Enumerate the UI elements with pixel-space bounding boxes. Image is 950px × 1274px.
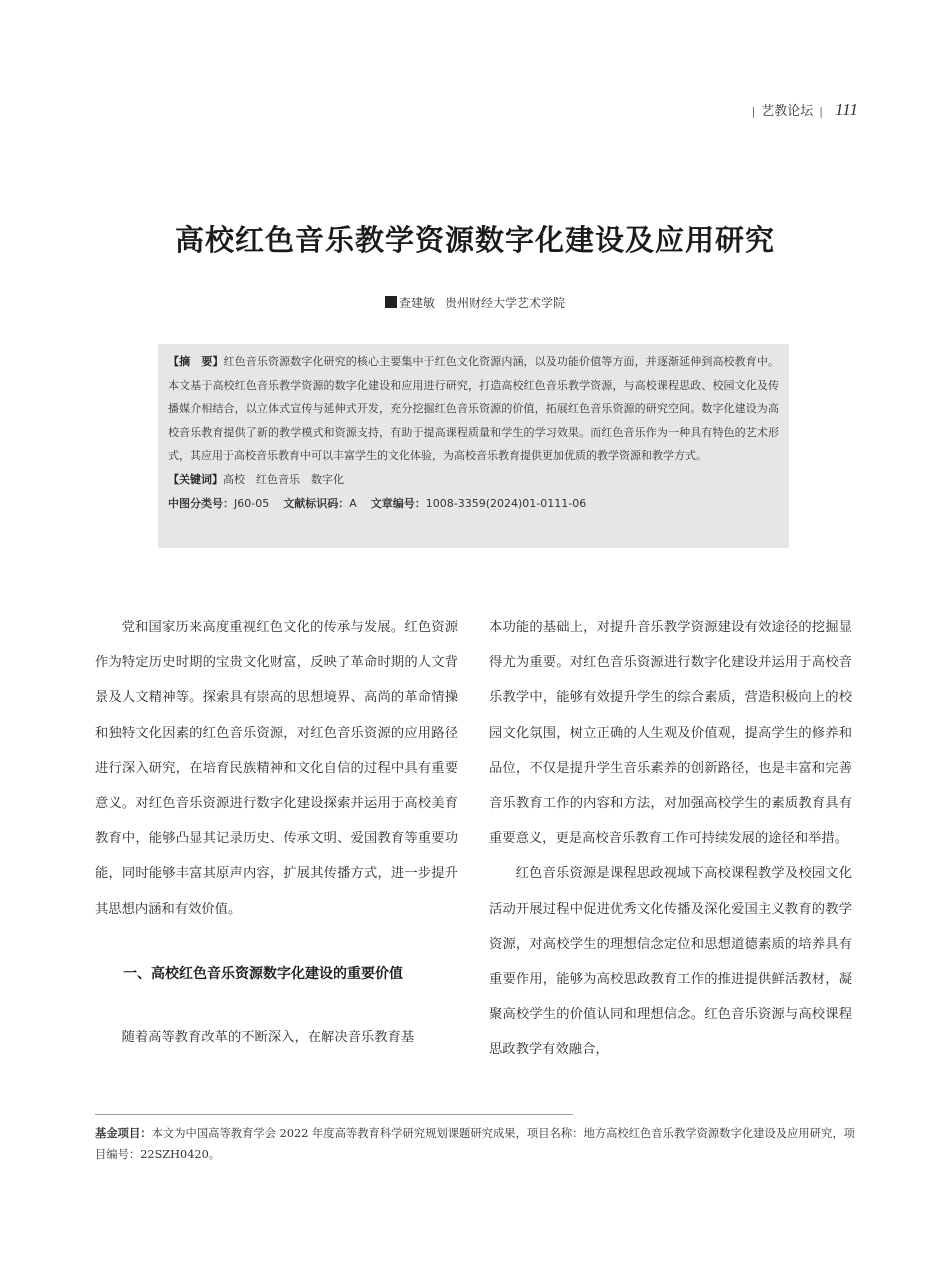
clc-label: 中图分类号： (168, 496, 234, 510)
classification-line (168, 492, 779, 516)
article-no-label: 文章编号： (370, 496, 426, 510)
keywords (168, 468, 779, 492)
page-number: 111 (835, 100, 858, 119)
header-divider: | (751, 105, 756, 118)
keywords-label: 【关键词】 (168, 472, 223, 486)
author-affiliation: 贵州财经大学艺术学院 (445, 296, 566, 310)
body-paragraph: 党和国家历来高度重视红色文化的传承与发展。红色资源作为特定历史时期的宝贵文化财富，反映了革命时期的人文背景及人文精神等。探索具有崇高的思想境界、高尚的革命情操和独特文化因素的红色音乐资源，对红色音乐资源的应用路径进行深入研究，在培育民族精神和文化自信的过程中具有重要意义。对红色音乐资源进行数字化建设探索并运用于高校美育教育中，能够凸显其记录历史、传承文明、爱国教育等重要功能，同时能够丰富其原声内容，扩展其传播方式，进一步提升其思想内涵和有效价值。 (95, 620, 458, 917)
body-paragraph: 本功能的基础上，对提升音乐教学资源建设有效途径的挖掘显得尤为重要。对红色音乐资源进行数字化建设并运用于高校音乐教学中，能够有效提升学生的综合素质，营造积极向上的校园文化氛围，树立正确的人生观及价值观，提高学生的修养和品位，不仅是提升学生音乐素养的创新路径，也是丰富和完善音乐教育工作的内容和方法，对加强高校学生的素质教育具有重要意义，更是高校音乐教育工作可持续发展的途径和举措。 (489, 620, 852, 847)
body-right-column (489, 610, 852, 1068)
abstract-text: 红色音乐资源数字化研究的核心主要集中于红色文化资源内涵，以及功能价值等方面，并逐渐延伸到高校教育中。本文基于高校红色音乐教学资源的数字化建设和应用进行研究，打造高校红色音乐教学资源，与高校课程思政、校园文化及传播媒介相结合，以立体式宣传与延伸式开发，充分挖掘红色音乐资源的价值，拓展红色音乐资源的研究空间。数字化建设为高校音乐教育提供了新的教学模式和资源支持，有助于提高课程质量和学生的学习效果。而红色音乐作为一种具有特色的艺术形式，其应用于高校音乐教育中可以丰富学生的文化体验，为高校音乐教育提供更加优质的教学资源和教学方式。 (168, 355, 780, 463)
footnote-divider (95, 1114, 573, 1115)
paper-title: 高校红色音乐教学资源数字化建设及应用研究 (174, 223, 775, 257)
keywords-text: 高校 红色音乐 数字化 (223, 472, 344, 486)
author-marker-icon (385, 296, 397, 308)
running-header (752, 100, 858, 120)
body-paragraph: 红色音乐资源是课程思政视域下高校课程教学及校园文化活动开展过程中促进优秀文化传播及深化爱国主义教育的教学资源，对高校学生的理想信念定位和思想道德素质的培养具有重要作用，能够为高校思政教育工作的推进提供鲜活教材，凝聚高校学生的价值认同和理想信念。红色音乐资源与高校课程思政教学有效融合， (489, 866, 852, 1058)
header-divider: | (819, 105, 824, 118)
author-line (0, 294, 950, 311)
abstract-box (158, 344, 789, 548)
header-section: 艺教论坛 (761, 104, 814, 119)
body-left-column (95, 610, 458, 1055)
funding-footnote (95, 1123, 855, 1165)
article-no-value: 1008-3359(2024)01-0111-06 (425, 496, 587, 510)
funding-label: 基金项目： (95, 1127, 152, 1140)
author-name: 查建敏 (398, 296, 435, 310)
section-heading: 一、高校红色音乐资源数字化建设的重要价值 (123, 965, 403, 982)
abstract-label: 【摘 要】 (168, 355, 224, 368)
doc-code-value: A (349, 496, 357, 510)
doc-code-label: 文献标识码： (283, 496, 350, 510)
funding-text: 本文为中国高等教育学会 2022 年度高等教育科学研究规划课题研究成果，项目名称：地方高校红色音乐教学资源数字化建设及应用研究，项目编号：22SZH0420。 (95, 1127, 855, 1161)
body-paragraph: 随着高等教育改革的不断深入，在解决音乐教育基 (121, 1029, 415, 1045)
clc-value: J60-05 (234, 496, 270, 510)
abstract (168, 350, 779, 468)
